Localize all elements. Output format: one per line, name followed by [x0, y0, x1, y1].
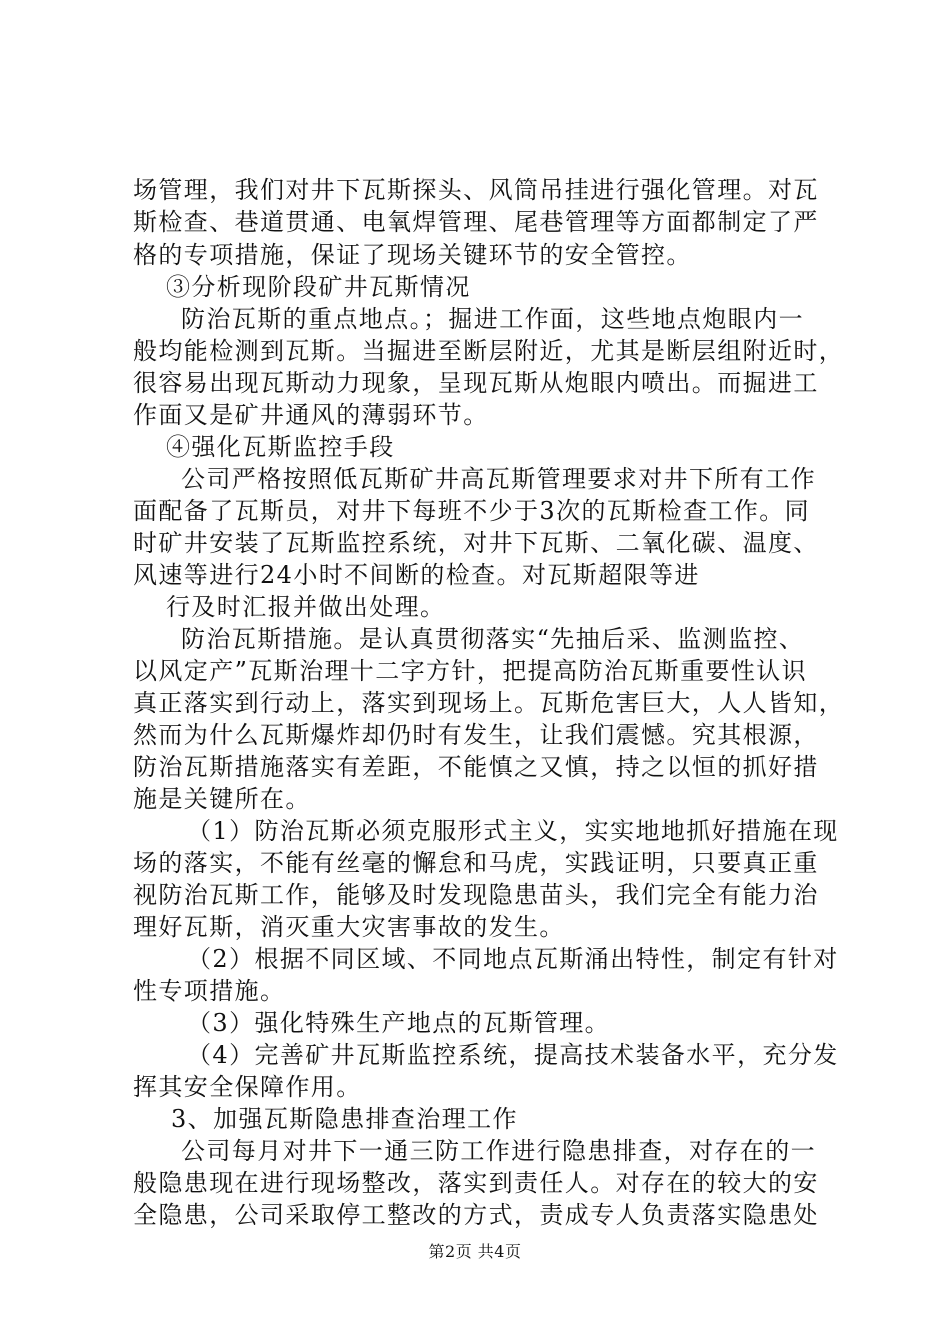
body-text-line: 防治瓦斯措施落实有差距，不能慎之又慎，持之以恒的抓好措: [133, 753, 819, 781]
body-text-line: 行及时汇报并做出处理。: [166, 593, 446, 621]
body-text-line: 全隐患，公司采取停工整改的方式，责成专人负责落实隐患处: [133, 1201, 819, 1229]
body-text-line: 公司严格按照低瓦斯矿井高瓦斯管理要求对井下所有工作: [181, 465, 816, 493]
body-text-line: 公司每月对井下一通三防工作进行隐患排查，对存在的一: [181, 1137, 816, 1165]
body-text-line: 般隐患现在进行现场整改，落实到责任人。对存在的较大的安: [133, 1169, 819, 1197]
body-text-line: 场的落实，不能有丝毫的懈怠和马虎，实践证明，只要真正重: [133, 849, 819, 877]
body-text-line: 般均能检测到瓦斯。当掘进至断层附近，尤其是断层组附近时，: [133, 337, 845, 365]
body-text-line: 然而为什么瓦斯爆炸却仍时有发生，让我们震憾。究其根源，: [133, 721, 819, 749]
body-text-line: 理好瓦斯，消灭重大灾害事故的发生。: [133, 913, 565, 941]
body-text-line: 挥其安全保障作用。: [133, 1073, 362, 1101]
body-text-line: 时矿井安装了瓦斯监控系统，对井下瓦斯、二氧化碳、温度、: [133, 529, 819, 557]
page-number: 第2页 共4页: [428, 1242, 522, 1261]
body-text-line: 防治瓦斯的重点地点。；掘进工作面，这些地点炮眼内一: [181, 305, 804, 333]
body-text-line: 格的专项措施，保证了现场关键环节的安全管控。: [133, 241, 692, 269]
list-item-text: （1）防治瓦斯必须克服形式主义，实实地地抓好措施在现: [187, 817, 839, 845]
section-heading: 3、加强瓦斯隐患排查治理工作: [171, 1105, 518, 1133]
body-text-line: 性专项措施。: [133, 977, 286, 1005]
body-text-line: 施是关键所在。: [133, 785, 311, 813]
section-heading: ③分析现阶段矿井瓦斯情况: [166, 273, 471, 301]
list-item-text: （2）根据不同区域、不同地点瓦斯涌出特性，制定有针对: [187, 945, 839, 973]
body-text-line: 很容易出现瓦斯动力现象，呈现瓦斯从炮眼内喷出。而掘进工: [133, 369, 819, 397]
body-text-line: 视防治瓦斯工作，能够及时发现隐患苗头，我们完全有能力治: [133, 881, 819, 909]
body-text-line: 防治瓦斯措施。是认真贯彻落实“先抽后采、监测监控、: [181, 625, 805, 653]
body-text-line: 以风定产”瓦斯治理十二字方针，把提高防治瓦斯重要性认识: [133, 657, 808, 685]
body-text-line: 风速等进行24小时不间断的检查。对瓦斯超限等进: [133, 561, 700, 589]
body-text-line: 场管理，我们对井下瓦斯探头、风筒吊挂进行强化管理。对瓦: [133, 176, 819, 204]
list-item-text: （3）强化特殊生产地点的瓦斯管理。: [187, 1009, 611, 1037]
body-text-line: 作面又是矿井通风的薄弱环节。: [133, 401, 489, 429]
body-text-line: 面配备了瓦斯员，对井下每班不少于3次的瓦斯检查工作。同: [133, 497, 811, 525]
body-text-line: 斯检查、巷道贯通、电氧焊管理、尾巷管理等方面都制定了严: [133, 208, 819, 236]
body-text-line: 真正落实到行动上，落实到现场上。瓦斯危害巨大，人人皆知，: [133, 689, 845, 717]
list-item-text: （4）完善矿井瓦斯监控系统，提高技术装备水平，充分发: [187, 1041, 839, 1069]
section-heading: ④强化瓦斯监控手段: [166, 433, 395, 461]
